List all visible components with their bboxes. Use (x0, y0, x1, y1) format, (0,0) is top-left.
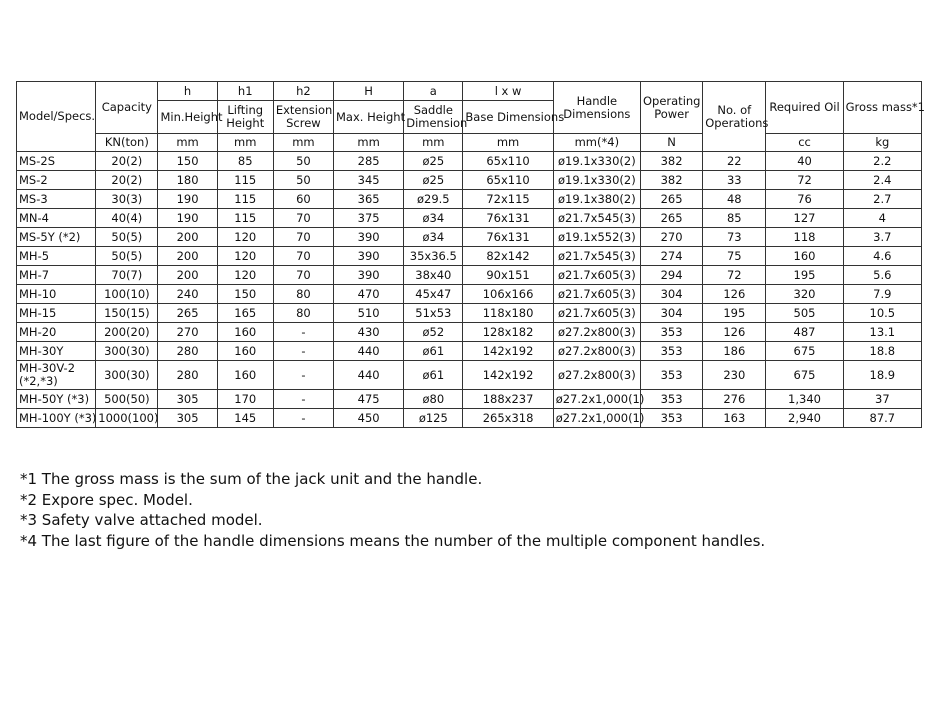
table-cell: 200 (158, 247, 217, 266)
table-cell: 240 (158, 285, 217, 304)
table-cell: 126 (703, 323, 766, 342)
table-cell: 1000(100) (96, 409, 158, 428)
table-cell: 22 (703, 152, 766, 171)
table-row (17, 323, 922, 342)
table-cell: 150(15) (96, 304, 158, 323)
header-row-units (17, 134, 922, 152)
table-cell: 195 (766, 266, 843, 285)
unit-h: mm (158, 134, 217, 152)
header-extension-screw: Extension Screw (273, 101, 333, 134)
header-a: a (404, 82, 463, 101)
header-lifting-height: Lifting Height (217, 101, 273, 134)
table-cell: 70 (273, 266, 333, 285)
table-cell: 150 (158, 152, 217, 171)
table-cell: 305 (158, 409, 217, 428)
table-cell: 1,340 (766, 390, 843, 409)
table-cell: 280 (158, 342, 217, 361)
table-cell: ø34 (404, 209, 463, 228)
table-cell: 170 (217, 390, 273, 409)
table-cell: ø19.1x330(2) (553, 171, 640, 190)
header-power: Operating Power (640, 82, 702, 134)
table-cell: - (273, 342, 333, 361)
header-h1: h1 (217, 82, 273, 101)
table-cell: 45x47 (404, 285, 463, 304)
table-cell: 353 (640, 323, 702, 342)
table-cell: - (273, 409, 333, 428)
table-cell: ø19.1x552(3) (553, 228, 640, 247)
table-cell: 50(5) (96, 228, 158, 247)
table-cell: 470 (334, 285, 404, 304)
unit-H: mm (334, 134, 404, 152)
table-cell: 85 (217, 152, 273, 171)
table-cell: 60 (273, 190, 333, 209)
table-cell: 85 (703, 209, 766, 228)
table-row (17, 228, 922, 247)
table-cell: ø21.7x545(3) (553, 247, 640, 266)
table-cell: 200 (158, 228, 217, 247)
model-cell: MS-5Y (*2) (17, 228, 96, 247)
table-cell: 115 (217, 171, 273, 190)
table-cell: 40 (766, 152, 843, 171)
table-cell: 505 (766, 304, 843, 323)
footnote-2: *2 Expore spec. Model. (20, 490, 193, 509)
table-cell: 76x131 (463, 209, 553, 228)
table-cell: 100(10) (96, 285, 158, 304)
table-cell: 50 (273, 171, 333, 190)
table-cell: 160 (217, 342, 273, 361)
table-row (17, 209, 922, 228)
table-cell: 127 (766, 209, 843, 228)
table-cell: 190 (158, 190, 217, 209)
header-oil: Required Oil (766, 82, 843, 134)
table-cell: ø34 (404, 228, 463, 247)
model-cell: MH-5 (17, 247, 96, 266)
table-cell: ø61 (404, 342, 463, 361)
table-cell: 160 (217, 361, 273, 390)
table-cell: ø21.7x605(3) (553, 304, 640, 323)
table-cell: 353 (640, 390, 702, 409)
table-cell: 20(2) (96, 171, 158, 190)
table-cell: 142x192 (463, 342, 553, 361)
table-cell: 115 (217, 190, 273, 209)
table-cell: 353 (640, 342, 702, 361)
header-h2: h2 (273, 82, 333, 101)
unit-h1: mm (217, 134, 273, 152)
table-cell: 20(2) (96, 152, 158, 171)
table-cell: 76x131 (463, 228, 553, 247)
table-cell: 51x53 (404, 304, 463, 323)
header-row-symbols (17, 82, 922, 101)
table-cell: 160 (766, 247, 843, 266)
table-cell: ø21.7x545(3) (553, 209, 640, 228)
table-cell: 510 (334, 304, 404, 323)
table-header (17, 82, 926, 152)
table-cell: 73 (703, 228, 766, 247)
model-cell: MS-2 (17, 171, 96, 190)
table-cell: 304 (640, 285, 702, 304)
table-cell: ø19.1x330(2) (553, 152, 640, 171)
table-cell: 200 (158, 266, 217, 285)
header-max-height: Max. Height (334, 101, 404, 134)
table-cell: 48 (703, 190, 766, 209)
table-cell: 365 (334, 190, 404, 209)
table-cell: 70(7) (96, 266, 158, 285)
table-row (17, 171, 922, 190)
table-row (17, 304, 922, 323)
table-cell: 120 (217, 266, 273, 285)
model-cell: MH-10 (17, 285, 96, 304)
table-cell: 80 (273, 285, 333, 304)
specifications-table (16, 81, 926, 428)
unit-oil: cc (766, 134, 843, 152)
table-cell: 65x110 (463, 171, 553, 190)
table-cell: - (273, 361, 333, 390)
header-operations: No. of Operations (703, 82, 766, 152)
model-cell: MH-15 (17, 304, 96, 323)
table-cell: 165 (217, 304, 273, 323)
table-cell: 190 (158, 209, 217, 228)
table-cell: 285 (334, 152, 404, 171)
table-cell: 440 (334, 361, 404, 390)
table-cell: 265x318 (463, 409, 553, 428)
table-cell: ø21.7x605(3) (553, 285, 640, 304)
table-cell: ø61 (404, 361, 463, 390)
table-cell: 274 (640, 247, 702, 266)
table-row (17, 190, 922, 209)
table-row (17, 285, 922, 304)
unit-a: mm (404, 134, 463, 152)
table-cell: 90x151 (463, 266, 553, 285)
table-cell: 163 (703, 409, 766, 428)
header-H: H (334, 82, 404, 101)
table-cell: 390 (334, 228, 404, 247)
table-row (17, 152, 922, 171)
table-cell: 345 (334, 171, 404, 190)
table-cell: 37 (843, 390, 921, 409)
table-cell: ø80 (404, 390, 463, 409)
table-cell: 35x36.5 (404, 247, 463, 266)
footnote-3: *3 Safety valve attached model. (20, 511, 263, 529)
table-cell: 300(30) (96, 361, 158, 390)
table-cell: - (273, 390, 333, 409)
table-cell: ø25 (404, 171, 463, 190)
table-row (17, 266, 922, 285)
model-cell: MH-30V-2 (*2,*3) (17, 361, 96, 390)
table-cell: 675 (766, 342, 843, 361)
table-cell: 50 (273, 152, 333, 171)
table-cell: 382 (640, 152, 702, 171)
table-cell: 500(50) (96, 390, 158, 409)
table-cell: 188x237 (463, 390, 553, 409)
table-cell: 4 (843, 209, 921, 228)
table-cell: 270 (158, 323, 217, 342)
table-cell: 50(5) (96, 247, 158, 266)
header-base-dimensions: Base Dimensions (463, 101, 553, 134)
table-cell: 4.6 (843, 247, 921, 266)
table-cell: 87.7 (843, 409, 921, 428)
table-cell: 106x166 (463, 285, 553, 304)
unit-h2: mm (273, 134, 333, 152)
table-cell: 18.8 (843, 342, 921, 361)
table-cell: 675 (766, 361, 843, 390)
table-cell: 390 (334, 247, 404, 266)
unit-lxw: mm (463, 134, 553, 152)
table-cell: ø19.1x380(2) (553, 190, 640, 209)
table-cell: 200(20) (96, 323, 158, 342)
header-handle: Handle Dimensions (553, 82, 640, 134)
header-mass: Gross mass*1 (843, 82, 921, 134)
table-cell: 120 (217, 247, 273, 266)
table-cell: 300(30) (96, 342, 158, 361)
table-body (17, 152, 922, 428)
table-cell: 265 (158, 304, 217, 323)
table-cell: 40(4) (96, 209, 158, 228)
model-cell: MS-3 (17, 190, 96, 209)
table-cell: 150 (217, 285, 273, 304)
header-min-height: Min.Height (158, 101, 217, 134)
unit-mass: kg (843, 134, 921, 152)
footnote-4: *4 The last figure of the handle dimensions means the number of the multiple component handles. (20, 531, 766, 550)
table-cell: 82x142 (463, 247, 553, 266)
table-cell: 65x110 (463, 152, 553, 171)
table-row (17, 390, 922, 409)
table-cell: 38x40 (404, 266, 463, 285)
unit-capacity: KN(ton) (96, 134, 158, 152)
table-cell: 180 (158, 171, 217, 190)
header-model: Model/Specs. (17, 82, 96, 152)
table-cell: 305 (158, 390, 217, 409)
table-cell: 115 (217, 209, 273, 228)
table-cell: ø27.2x800(3) (553, 342, 640, 361)
table-cell: 128x182 (463, 323, 553, 342)
model-cell: MN-4 (17, 209, 96, 228)
table-cell: 382 (640, 171, 702, 190)
table-row (17, 361, 922, 390)
header-lxw: l x w (463, 82, 553, 101)
table-cell: 72 (703, 266, 766, 285)
table-cell: 270 (640, 228, 702, 247)
table-cell: 280 (158, 361, 217, 390)
table-cell: 76 (766, 190, 843, 209)
table-cell: 72x115 (463, 190, 553, 209)
table-cell: 72 (766, 171, 843, 190)
table-cell: 118x180 (463, 304, 553, 323)
table-cell: 375 (334, 209, 404, 228)
table-row (17, 409, 922, 428)
table-cell: 230 (703, 361, 766, 390)
table-cell: 145 (217, 409, 273, 428)
model-cell: MH-20 (17, 323, 96, 342)
unit-handle: mm(*4) (553, 134, 640, 152)
table-cell: - (273, 323, 333, 342)
table-cell: 70 (273, 247, 333, 266)
table-cell: 80 (273, 304, 333, 323)
table-cell: 30(3) (96, 190, 158, 209)
model-cell: MH-100Y (*3) (17, 409, 96, 428)
table-cell: ø25 (404, 152, 463, 171)
table-cell: ø27.2x1,000(1) (553, 409, 640, 428)
table-cell: 276 (703, 390, 766, 409)
table-cell: ø27.2x800(3) (553, 323, 640, 342)
table-cell: ø21.7x605(3) (553, 266, 640, 285)
table-cell: 126 (703, 285, 766, 304)
footnote-1: *1 The gross mass is the sum of the jack unit and the handle. (20, 470, 483, 488)
table-cell: 18.9 (843, 361, 921, 390)
table-cell: ø29.5 (404, 190, 463, 209)
table-cell: 2.7 (843, 190, 921, 209)
table-cell: 265 (640, 190, 702, 209)
model-cell: MS-2S (17, 152, 96, 171)
table-cell: 75 (703, 247, 766, 266)
table-cell: 10.5 (843, 304, 921, 323)
table-cell: 2,940 (766, 409, 843, 428)
table-cell: ø27.2x1,000(1) (553, 390, 640, 409)
table-cell: 118 (766, 228, 843, 247)
table-cell: 440 (334, 342, 404, 361)
table-cell: 13.1 (843, 323, 921, 342)
table-cell: 5.6 (843, 266, 921, 285)
table-cell: 142x192 (463, 361, 553, 390)
header-h: h (158, 82, 217, 101)
table-cell: 450 (334, 409, 404, 428)
table-cell: 353 (640, 361, 702, 390)
table-cell: 304 (640, 304, 702, 323)
table-cell: 70 (273, 228, 333, 247)
table-cell: 7.9 (843, 285, 921, 304)
table-cell: ø27.2x800(3) (553, 361, 640, 390)
table-cell: 120 (217, 228, 273, 247)
unit-power: N (640, 134, 702, 152)
model-cell: MH-50Y (*3) (17, 390, 96, 409)
table-cell: 294 (640, 266, 702, 285)
table-cell: 487 (766, 323, 843, 342)
model-cell: MH-30Y (17, 342, 96, 361)
table-cell: 160 (217, 323, 273, 342)
table-cell: ø125 (404, 409, 463, 428)
table-cell: 186 (703, 342, 766, 361)
header-capacity: Capacity (96, 82, 158, 134)
model-cell: MH-7 (17, 266, 96, 285)
table-cell: 430 (334, 323, 404, 342)
table-row (17, 342, 922, 361)
table-cell: 475 (334, 390, 404, 409)
footnotes (20, 469, 765, 551)
table-cell: ø52 (404, 323, 463, 342)
table-cell: 353 (640, 409, 702, 428)
table-cell: 2.2 (843, 152, 921, 171)
header-saddle-dimension: Saddle Dimension (404, 101, 463, 134)
table-cell: 265 (640, 209, 702, 228)
table-cell: 3.7 (843, 228, 921, 247)
table-cell: 2.4 (843, 171, 921, 190)
table-cell: 33 (703, 171, 766, 190)
table-cell: 320 (766, 285, 843, 304)
table-cell: 195 (703, 304, 766, 323)
table-row (17, 247, 922, 266)
table-cell: 390 (334, 266, 404, 285)
table-cell: 70 (273, 209, 333, 228)
